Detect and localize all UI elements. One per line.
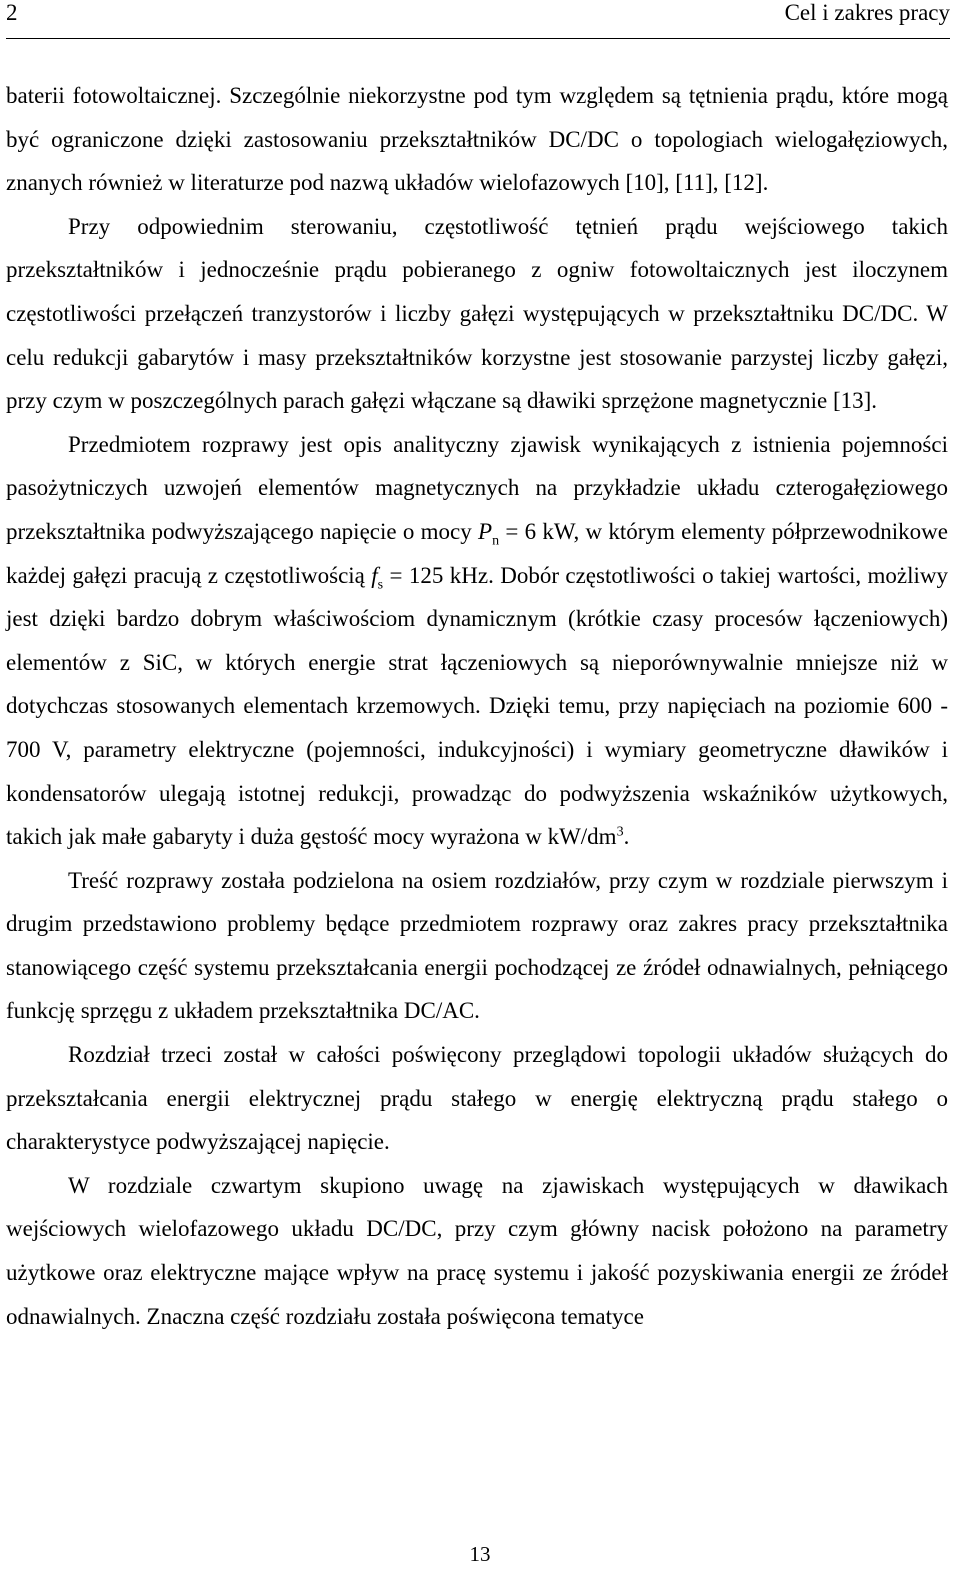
unit-superscript: 3 xyxy=(616,824,624,840)
page-header xyxy=(6,0,950,39)
paragraph-3-text-d: . xyxy=(623,824,630,850)
header-page-number: 2 xyxy=(6,0,18,25)
paragraph-3-text-a: Przedmiotem rozprawy jest opis analityczny zjawisk wynikających z istnienia pojemności pasożytniczych uzwojeń elementów magnetycznych na przykładzie układu czterogałęziowego przekształtnika podwyższającego napięcie o mocy xyxy=(6,431,948,544)
paragraph-1: baterii fotowoltaicznej. Szczególnie niekorzystne pod tym względem są tętnienia prądu, które mogą być ograniczone dzięki zastosowaniu przekształtników DC/DC o topologiach wielogałęziowych, znanych również w literaturze pod nazwą układów wielofazowych [10], [11], [12]. xyxy=(6,83,948,196)
power-symbol: P xyxy=(478,518,493,544)
paragraph-3-text-c: = 125 kHz. Dobór częstotliwości o takiej wartości, możliwy jest dzięki bardzo dobrym właściwościom dynamicznym (krótkie czasy procesów łączeniowych) elementów z SiC, w których energie strat łączeniowych są nieporównywalnie mniejsze niż w dotychczas stosowanych elementach krzemowych. Dzięki temu, przy napięciach na poziomie 600 - 700 V, parametry elektryczne (pojemności, indukcyjności) i wymiary geometryczne dławików i kondensatorów ulegają istotnej redukcji, prowadząc do podwyższenia wskaźników użytkowych, takich jak małe gabaryty i duża gęstość mocy wyrażona w kW/dm xyxy=(6,562,948,850)
frequency-subscript: s xyxy=(377,577,384,593)
body-text xyxy=(6,74,948,1338)
paragraph-3-text-b: = 6 kW, w którym elementy półprzewodnikowe każdej gałęzi pracują z częstotliwością xyxy=(6,518,948,588)
frequency-symbol: f xyxy=(371,562,378,588)
paragraph-3 xyxy=(6,423,948,859)
footer-page-number: 13 xyxy=(469,1542,491,1566)
power-subscript: n xyxy=(492,533,500,549)
paragraph-2: Przy odpowiednim sterowaniu, częstotliwość tętnień prądu wejściowego takich przekształtników i jednocześnie prądu pobieranego z ogniw fotowoltaicznych jest iloczynem częstotliwości przełączeń tranzystorów i liczby gałęzi występujących w przekształtniku DC/DC. W celu redukcji gabarytów i masy przekształtników korzystne jest stosowanie parzystej liczby gałęzi, przy czym w poszczególnych parach gałęzi włączane są dławiki sprzężone magnetycznie [13]. xyxy=(6,213,948,414)
page-footer xyxy=(0,1542,960,1567)
paragraph-6: W rozdziale czwartym skupiono uwagę na zjawiskach występujących w dławikach wejściowych wielofazowego układu DC/DC, przy czym główny nacisk położono na parametry użytkowe oraz elektryczne mające wpływ na pracę systemu i jakość pozyskiwania energii ze źródeł odnawialnych. Znaczna część rozdziału została poświęcona tematyce xyxy=(6,1172,948,1329)
paragraph-5: Rozdział trzeci został w całości poświęcony przeglądowi topologii układów służących do przekształcania energii elektrycznej prądu stałego w energię elektryczną prądu stałego o charakterystyce podwyższającej napięcie. xyxy=(6,1042,948,1155)
header-chapter-title: Cel i zakres pracy xyxy=(784,0,950,25)
paragraph-4: Treść rozprawy została podzielona na osiem rozdziałów, przy czym w rozdziale pierwszym i drugim przedstawiono problemy będące przedmiotem rozprawy oraz zakres pracy przekształtnika stanowiącego część systemu przekształcania energii pochodzącej ze źródeł odnawialnych, pełniącego funkcję sprzęgu z układem przekształtnika DC/AC. xyxy=(6,867,948,1024)
